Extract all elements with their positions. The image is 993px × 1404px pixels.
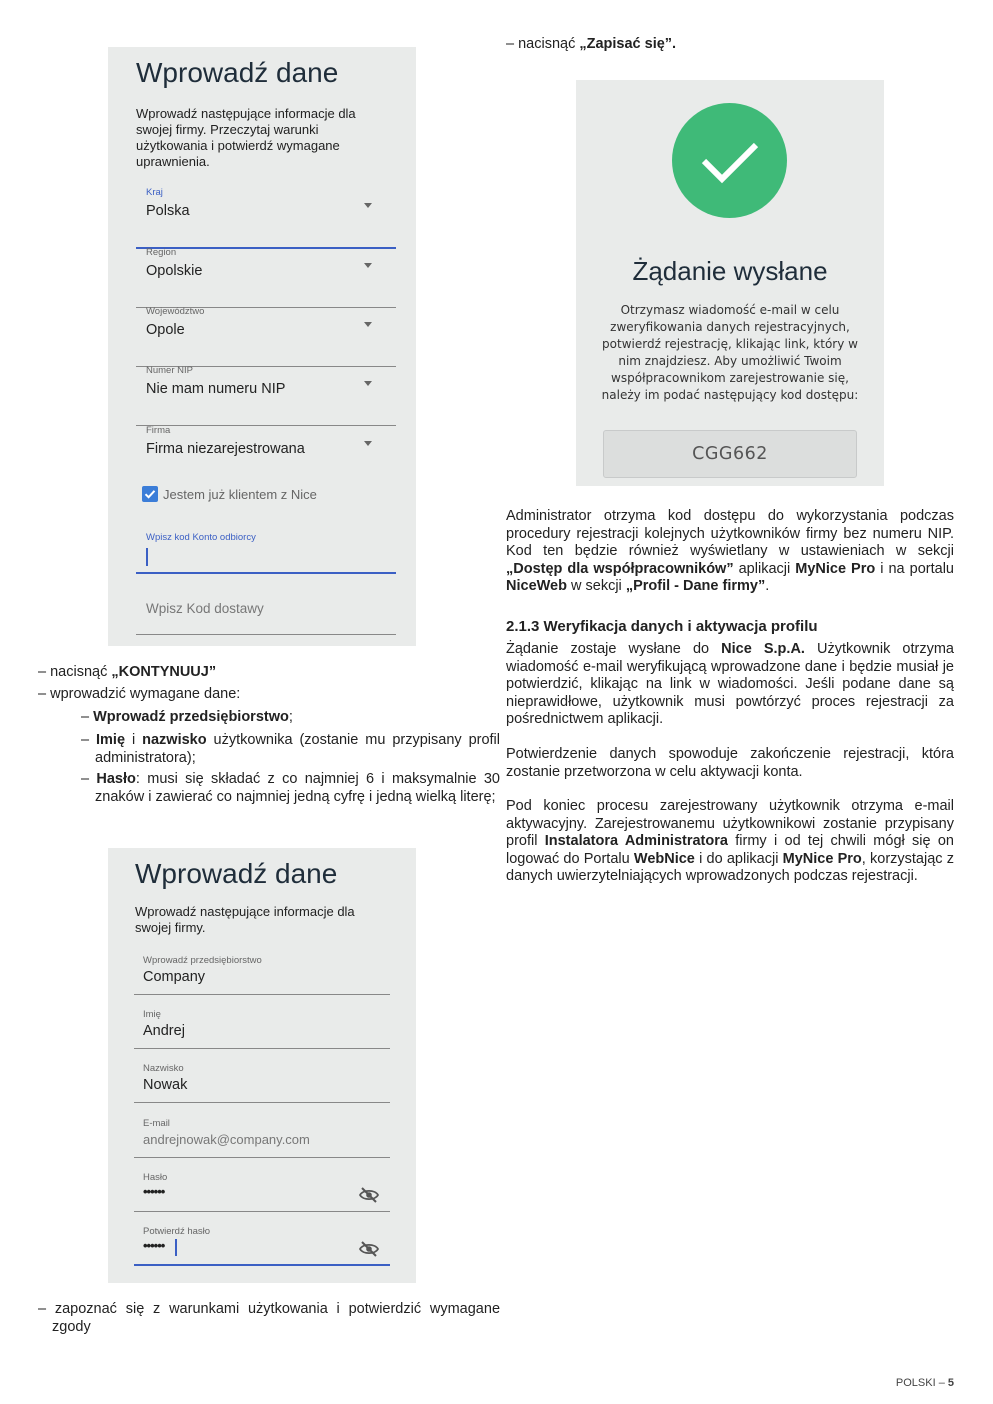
eye-off-icon[interactable]: [358, 1240, 380, 1258]
field-label: Wprowadź przedsiębiorstwo: [143, 955, 262, 966]
list-item: – nacisnąć „Zapisać się”.: [506, 36, 677, 52]
password-input[interactable]: [134, 1172, 390, 1212]
company-input[interactable]: [134, 955, 390, 995]
list-item: – zapoznać się z warunkami użytkowania i potwierdzić wymagane zgody: [38, 1301, 501, 1335]
eye-off-icon[interactable]: [358, 1186, 380, 1204]
chevron-down-icon: [364, 381, 372, 386]
nip-select[interactable]: [136, 365, 396, 426]
region-select[interactable]: [136, 247, 396, 308]
access-code: CGG662: [692, 444, 768, 464]
field-label: Nazwisko: [143, 1063, 184, 1074]
form-title: Wprowadź dane: [135, 858, 338, 889]
account-code-input[interactable]: [136, 532, 396, 574]
footer-language: POLSKI –: [895, 1377, 948, 1389]
field-value: ••••••: [143, 1184, 165, 1199]
chevron-down-icon: [364, 441, 372, 446]
form-title: Wprowadź dane: [136, 57, 339, 88]
access-code-box[interactable]: [603, 430, 857, 478]
check-icon: [142, 486, 158, 502]
success-message: Otrzymasz wiadomość e-mail w celu zweryfikowania danych rejestracyjnych, potwierdź rejestrację, klikając link, który w nim znajdziesz. Aby umożliwić Twoim współpracownikom zarejestrowanie się, należy im podać następujący kod dostępu:: [601, 303, 859, 402]
field-value: Firma niezarejestrowana: [146, 441, 305, 457]
sub-list-item: – Hasło: musi się składać z co najmniej 6 i maksymalnie 30 znaków i zawierać co najmniej jedną cyfrę i jedną wielką literę;: [81, 771, 501, 805]
list-item-text: nacisnąć: [50, 664, 112, 680]
list-item: – nacisnąć „KONTYNUUJ”: [38, 664, 217, 680]
field-label: Imię: [143, 1009, 161, 1020]
first-name-input[interactable]: [134, 1009, 390, 1049]
country-select[interactable]: [136, 187, 396, 249]
field-label: Firma: [146, 425, 171, 436]
form-panel-company-details: [108, 47, 416, 646]
list-item: – wprowadzić wymagane dane:: [38, 686, 241, 702]
paragraph: Potwierdzenie danych spowoduje zakończenie rejestracji, która zostanie przetworzona w celu aktywacji konta.: [506, 746, 954, 780]
chevron-down-icon: [364, 263, 372, 268]
list-item-bold: Hasło: [96, 771, 136, 787]
field-value: Opolskie: [146, 263, 203, 279]
success-panel: [576, 80, 884, 486]
field-label: Hasło: [143, 1172, 168, 1183]
section-heading: 2.1.3 Weryfikacja danych i aktywacja profilu: [506, 618, 818, 635]
field-label: Województwo: [146, 306, 205, 317]
field-label: Region: [146, 247, 177, 258]
checkbox-label: Jestem już klientem z Nice: [163, 487, 317, 502]
sub-list-item: – Imię i nazwisko użytkownika (zostanie mu przypisany profil administratora);: [81, 732, 501, 766]
field-placeholder: Wpisz Kod dostawy: [146, 601, 264, 616]
field-label: E-mail: [143, 1118, 170, 1129]
list-item-bold: „Zapisać się”.: [579, 36, 677, 52]
text-cursor: [146, 548, 148, 566]
success-check-icon: [672, 103, 787, 218]
check-icon: [672, 103, 787, 218]
field-value: Nie mam numeru NIP: [146, 381, 286, 397]
list-item-bold: „KONTYNUUJ”: [111, 664, 217, 680]
delivery-code-input[interactable]: [136, 595, 396, 635]
page-number: 5: [947, 1377, 954, 1389]
list-item-bold: Wprowadź przedsiębiorstwo: [93, 709, 289, 725]
field-value: ••••••: [143, 1238, 165, 1253]
success-title: Żądanie wysłane: [632, 256, 828, 286]
page-footer: [880, 1377, 954, 1389]
field-value: andrejnowak@company.com: [143, 1132, 310, 1147]
existing-client-checkbox[interactable]: [142, 486, 158, 502]
paragraph: Pod koniec procesu zarejestrowany użytkownik otrzyma e-mail aktywacyjny. Zarejestrowanemu użytkownikowi zostanie przypisany profil Instalatora Administratora firmy i od tej chwili mógł się on logować do Portalu WebNice i do aplikacji MyNice Pro, korzystając z danych uwierzytelniających wprowadzonych podczas rejestracji.: [506, 798, 954, 884]
paragraph: Żądanie zostaje wysłane do Nice S.p.A. Użytkownik otrzyma wiadomość e-mail weryfikującą wprowadzone dane i będzie musiał je potwierdzić, klikając na link w wiadomości. Jeśli podane dane są nieprawidłowe, użytkownik musi powtórzyć proces rejestracji za pośrednictwem aplikacji.: [506, 641, 954, 727]
email-input[interactable]: [134, 1118, 390, 1158]
field-value: Company: [143, 969, 206, 985]
field-label: Potwierdź hasło: [143, 1226, 211, 1237]
confirm-password-input[interactable]: [134, 1226, 390, 1266]
list-item-text: nacisnąć: [518, 36, 580, 52]
text-cursor: [175, 1239, 177, 1256]
field-value: Opole: [146, 322, 185, 338]
chevron-down-icon: [364, 203, 372, 208]
chevron-down-icon: [364, 322, 372, 327]
field-value: Nowak: [143, 1077, 188, 1093]
list-item-text: zapoznać się z warunkami użytkowania i potwierdzić wymagane zgody: [52, 1301, 501, 1335]
list-item-bold: nazwisko: [142, 732, 207, 748]
list-item-bold: Imię: [96, 732, 126, 748]
company-select[interactable]: [136, 425, 396, 485]
paragraph: Administrator otrzyma kod dostępu do wykorzystania podczas procedury rejestracji kolejnych użytkowników firmy bez numeru NIP. Kod ten będzie również wyświetlany w ustawieniach w sekcji „Dostęp dla współpracowników” aplikacji MyNice Pro i na portalu NiceWeb w sekcji „Profil - Dane firmy”.: [506, 508, 954, 594]
voivodeship-select[interactable]: [136, 306, 396, 367]
last-name-input[interactable]: [134, 1063, 390, 1103]
list-item-text: wprowadzić wymagane dane:: [50, 686, 241, 702]
field-label: Kraj: [146, 187, 163, 198]
sub-list-item: – Wprowadź przedsiębiorstwo;: [81, 709, 293, 725]
form-intro: Wprowadź następujące informacje dla swojej firmy.: [135, 904, 355, 935]
field-label: Numer NIP: [146, 365, 193, 376]
field-value: Andrej: [143, 1023, 185, 1039]
field-label: Wpisz kod Konto odbiorcy: [146, 532, 256, 543]
field-value: Polska: [146, 203, 190, 219]
form-panel-user-details: [108, 848, 416, 1283]
form-intro: Wprowadź następujące informacje dla swojej firmy. Przeczytaj warunki użytkowania i potwierdź wymagane uprawnienia.: [136, 106, 356, 169]
